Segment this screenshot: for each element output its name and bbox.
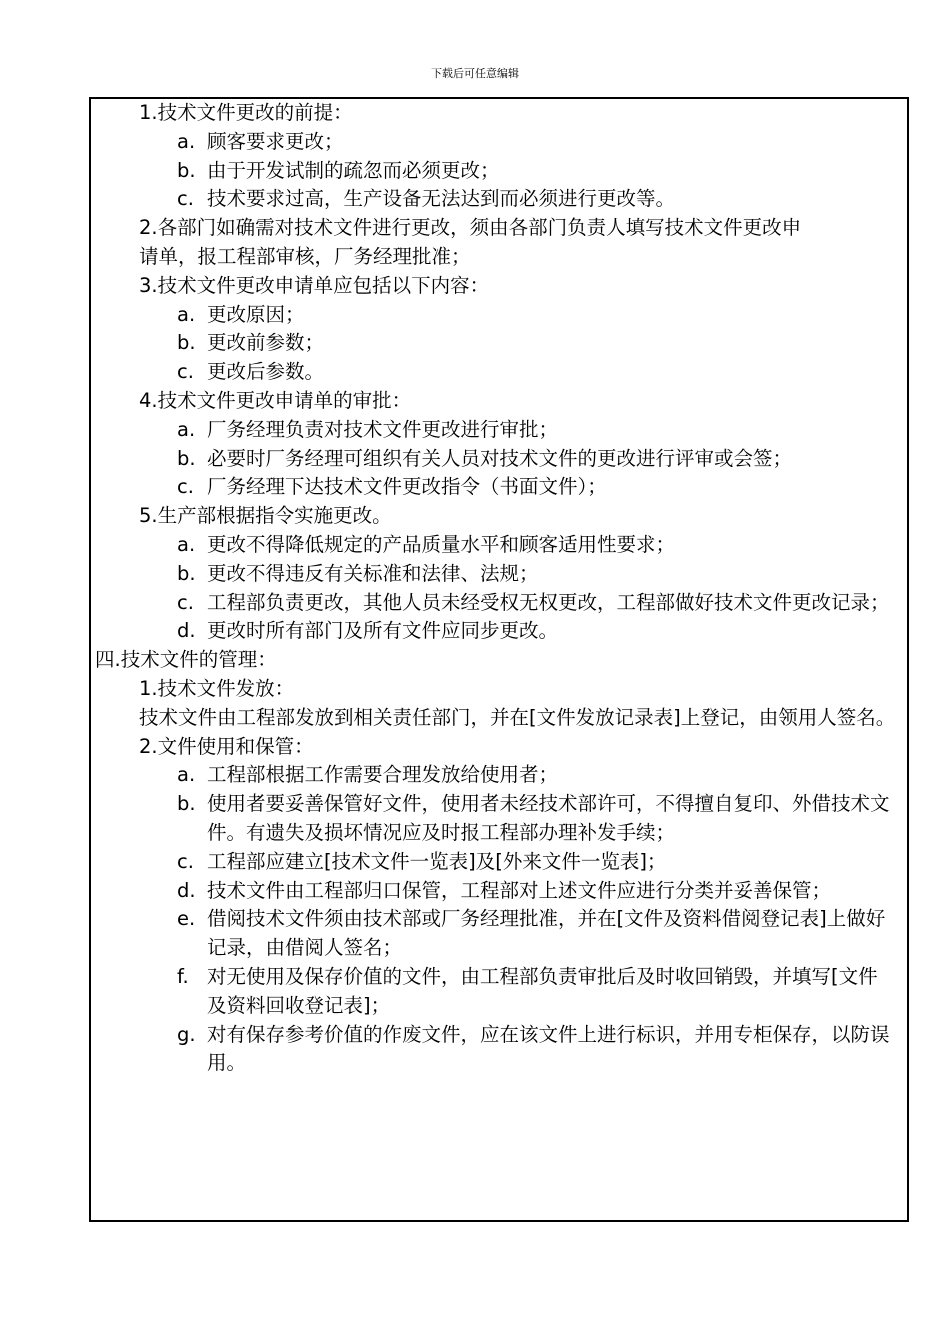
list-text: 厂务经理负责对技术文件更改进行审批；	[207, 417, 559, 441]
list-marker: f.	[177, 964, 189, 988]
list-marker: a.	[177, 763, 196, 787]
list-marker: b.	[177, 331, 196, 355]
list-marker: a.	[177, 302, 196, 326]
list-text: 对无使用及保存价值的文件，由工程部负责审批后及时收回销毁，并填写[文件及资料回收登记表]；	[207, 964, 878, 1017]
paragraph-text: 技术文件由工程部发放到相关责任部门，并在[文件发放记录表]上登记，由领用人签名。	[139, 705, 896, 729]
list-text: 顾客要求更改；	[207, 129, 344, 153]
list-marker: c.	[177, 187, 194, 211]
list-item	[91, 185, 907, 214]
list-marker: a.	[177, 417, 196, 441]
list-item	[91, 473, 907, 502]
list-text: 借阅技术文件须由技术部或厂务经理批准，并在[文件及资料借阅登记表]上做好记录，由借阅人签名；	[207, 907, 886, 960]
list-marker: e.	[177, 907, 196, 931]
list-item	[91, 877, 907, 906]
list-marker: a.	[177, 532, 196, 556]
list-text: 技术要求过高，生产设备无法达到而必须进行更改等。	[207, 187, 676, 211]
list-marker: c.	[177, 360, 194, 384]
list-text: 更改原因；	[207, 302, 305, 326]
list-item	[91, 589, 907, 618]
list-marker: c.	[177, 475, 194, 499]
section-heading: 1.技术文件更改的前提：	[139, 101, 353, 124]
list-text: 更改前参数；	[207, 331, 325, 355]
list-item	[91, 790, 907, 848]
section-heading: 4.技术文件更改申请单的审批：	[139, 388, 412, 412]
list-item	[91, 531, 907, 560]
list-marker: b.	[177, 792, 196, 816]
list-item	[91, 329, 907, 358]
list-text: 更改时所有部门及所有文件应同步更改。	[207, 619, 559, 643]
list-marker: b.	[177, 158, 196, 182]
list-item	[91, 761, 907, 790]
list-text: 技术文件由工程部归口保管，工程部对上述文件应进行分类并妥善保管；	[207, 878, 832, 902]
list-item	[91, 848, 907, 877]
list-marker: b.	[177, 446, 196, 470]
list-text: 更改不得违反有关标准和法律、法规；	[207, 561, 539, 585]
list-text: 使用者要妥善保管好文件，使用者未经技术部许可，不得擅自复印、外借技术文件。有遗失及损坏情况应及时报工程部办理补发手续；	[207, 792, 890, 844]
list-item	[91, 358, 907, 387]
list-text: 工程部应建立[技术文件一览表]及[外来文件一览表]；	[207, 849, 667, 873]
section-heading: 3.技术文件更改申请单应包括以下内容：	[139, 273, 490, 297]
list-item	[91, 157, 907, 186]
chapter-heading: 四.技术文件的管理：	[95, 648, 277, 672]
document-content	[91, 99, 907, 1078]
list-marker: a.	[177, 129, 196, 153]
list-marker: g.	[177, 1022, 196, 1046]
section-heading: 2.文件使用和保管：	[139, 734, 314, 758]
section-heading: 1.技术文件发放：	[139, 676, 295, 700]
list-text: 更改后参数。	[207, 360, 325, 384]
page-header: 下载后可任意编辑	[431, 67, 519, 80]
list-item	[91, 301, 907, 330]
list-text: 必要时厂务经理可组织有关人员对技术文件的更改进行评审或会签；	[207, 446, 793, 470]
list-item	[91, 445, 907, 474]
list-marker: c.	[177, 590, 194, 614]
list-item	[91, 963, 907, 1021]
list-item	[91, 560, 907, 589]
list-text: 由于开发试制的疏忽而必须更改；	[207, 158, 500, 182]
paragraph-line: 2.各部门如确需对技术文件进行更改，须由各部门负责人填写技术文件更改申	[139, 216, 802, 240]
list-text: 工程部根据工作需要合理发放给使用者；	[207, 763, 559, 787]
list-marker: b.	[177, 561, 196, 585]
list-text: 更改不得降低规定的产品质量水平和顾客适用性要求；	[207, 532, 676, 556]
section-heading: 5.生产部根据指令实施更改。	[139, 504, 392, 528]
list-text: 对有保存参考价值的作废文件，应在该文件上进行标识，并用专柜保存，以防误用。	[207, 1022, 890, 1075]
document-frame	[89, 97, 909, 1222]
list-marker: d.	[177, 619, 196, 643]
paragraph-line: 请单，报工程部审核，厂务经理批准；	[139, 244, 471, 268]
list-item	[91, 617, 907, 646]
list-item	[91, 905, 907, 963]
list-item	[91, 416, 907, 445]
list-marker: c.	[177, 849, 194, 873]
list-text: 工程部负责更改，其他人员未经受权无权更改，工程部做好技术文件更改记录；	[207, 590, 890, 614]
list-marker: d.	[177, 878, 196, 902]
list-item	[91, 128, 907, 157]
list-item	[91, 1021, 907, 1079]
list-text: 厂务经理下达技术文件更改指令（书面文件）；	[207, 475, 607, 499]
